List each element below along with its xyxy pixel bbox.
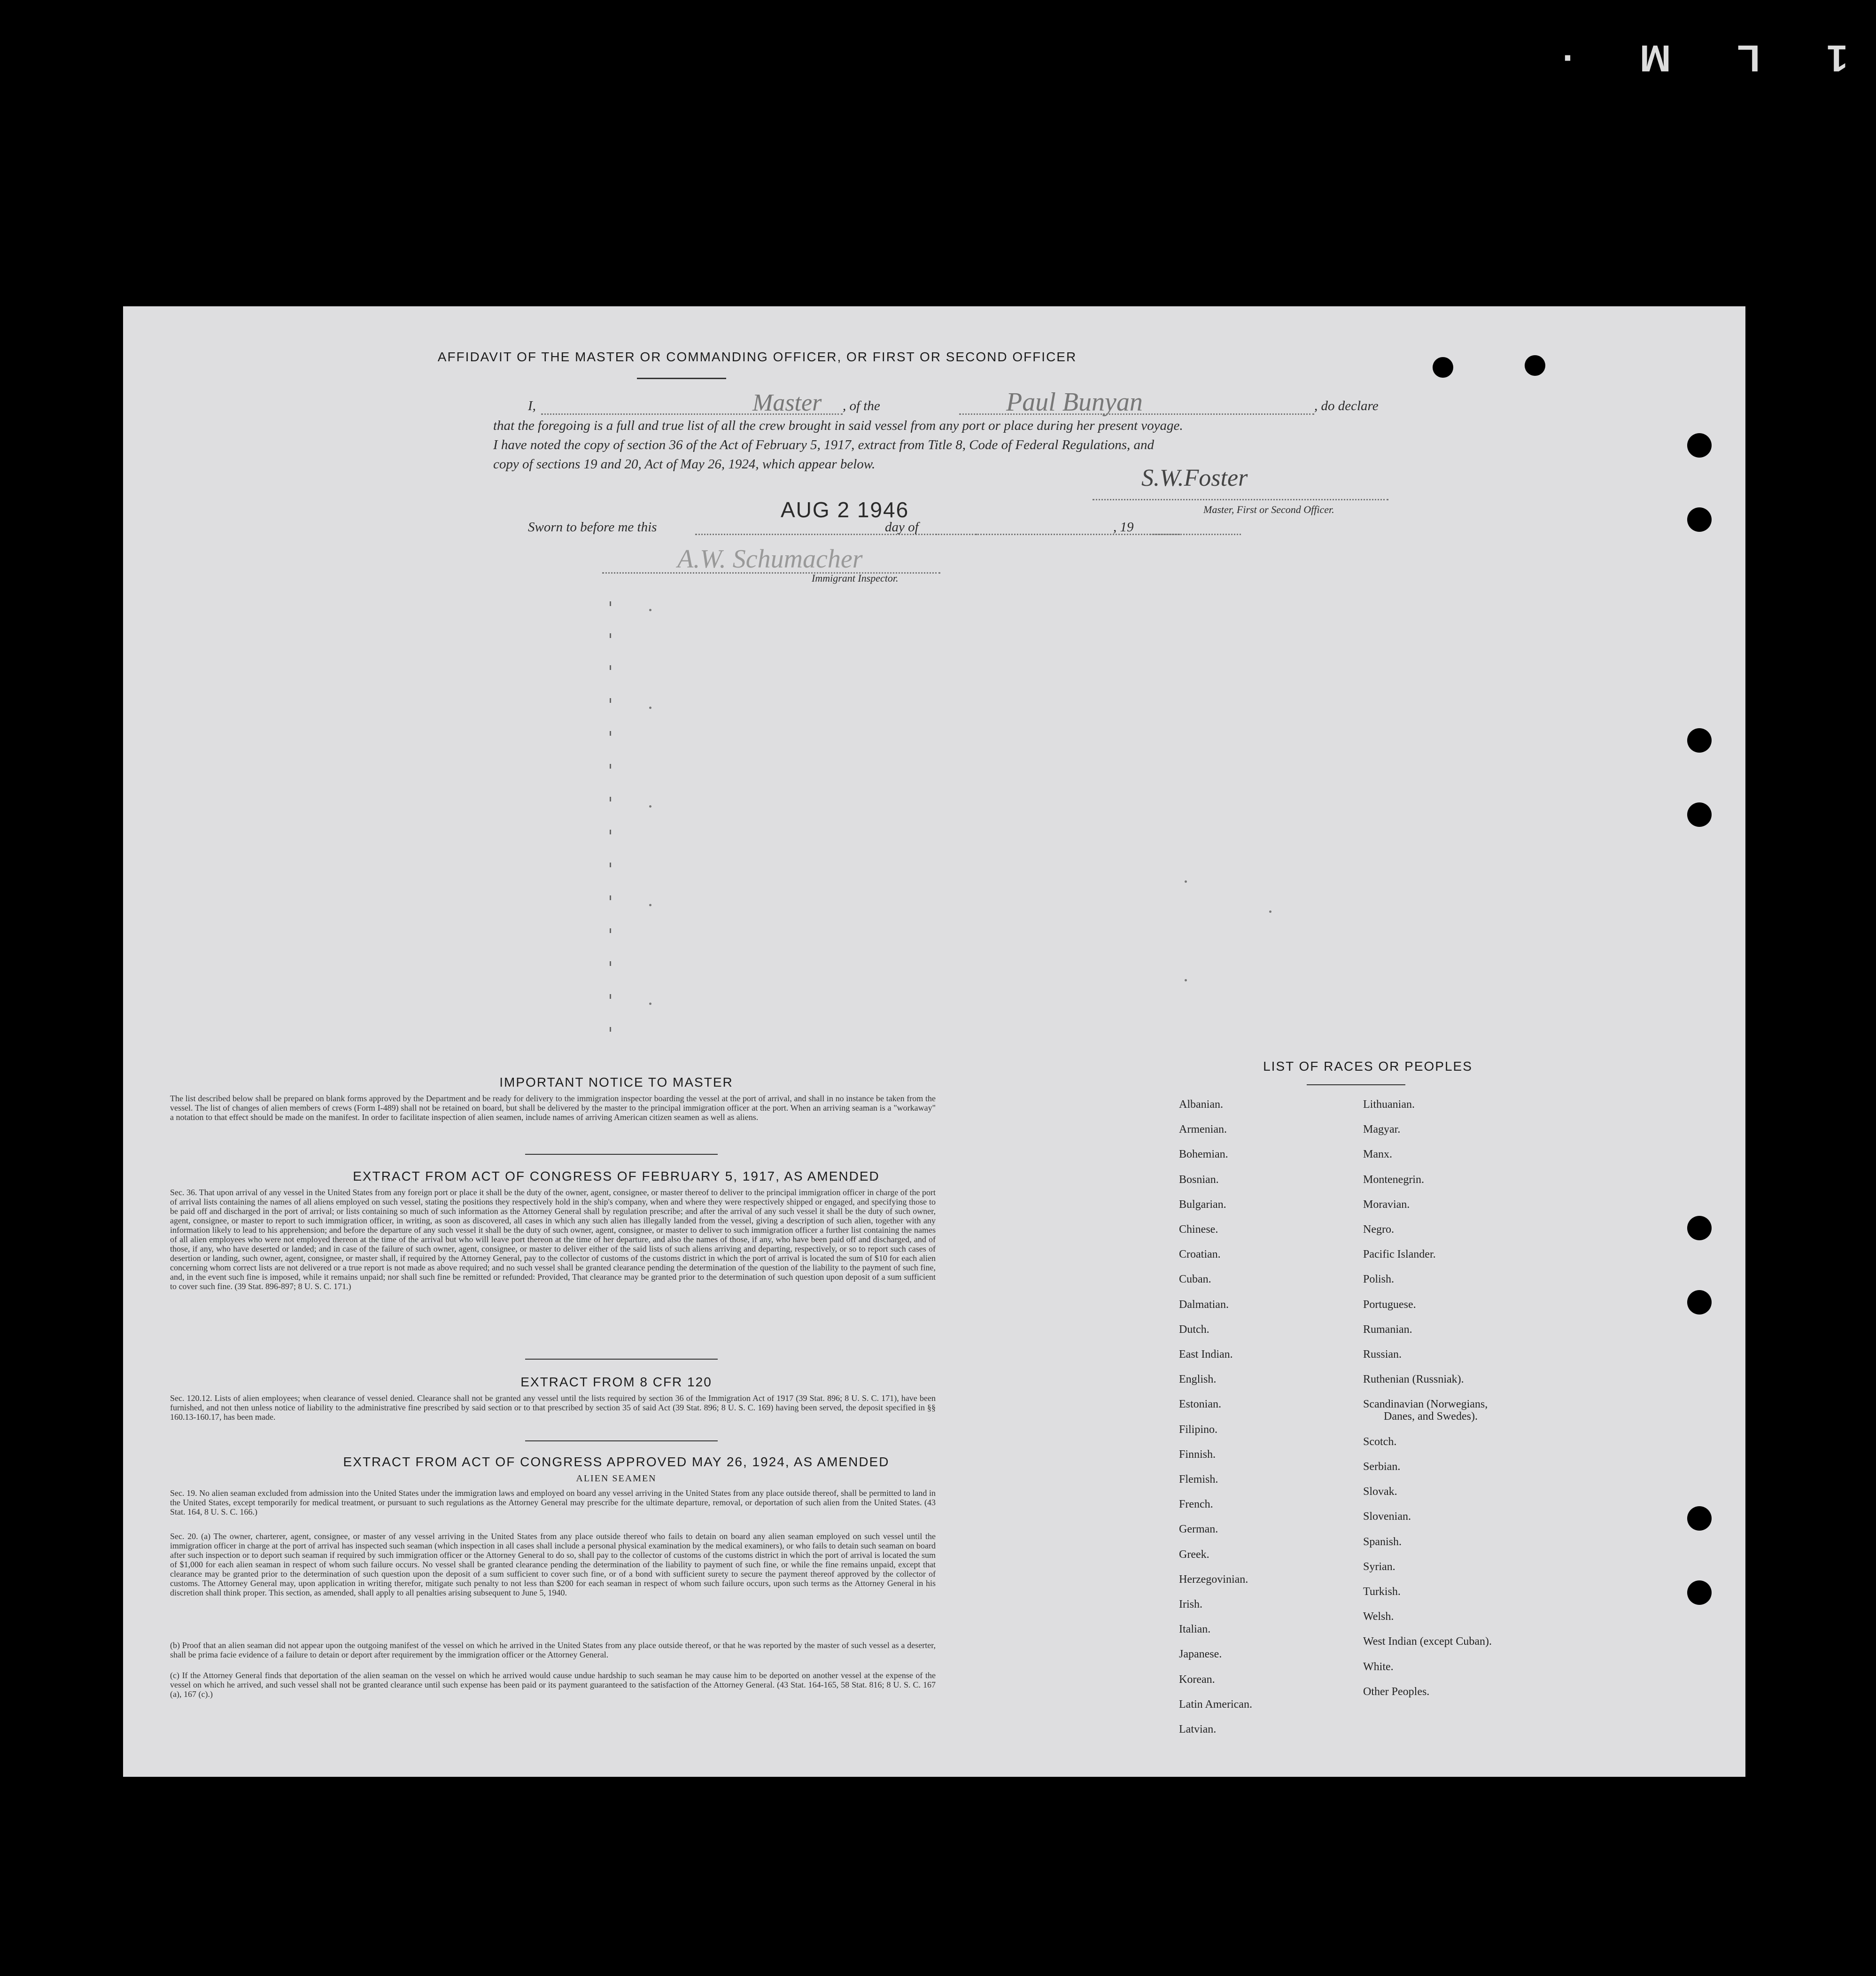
- race-entry: Scandinavian (Norwegians,: [1363, 1398, 1488, 1411]
- affidavit-text-line: I have noted the copy of section 36 of the Act of February 5, 1917, extract from Title 8, Code of Federal Regulations, and: [493, 437, 1155, 452]
- race-entry: Dalmatian.: [1179, 1298, 1229, 1311]
- race-entry: Cuban.: [1179, 1273, 1211, 1286]
- race-entry: Welsh.: [1363, 1610, 1394, 1623]
- bleed-dot: [649, 1003, 651, 1005]
- margin-tick: [610, 633, 611, 638]
- race-entry: Korean.: [1179, 1673, 1215, 1686]
- race-entry: Albanian.: [1179, 1098, 1223, 1111]
- race-entry: Polish.: [1363, 1273, 1395, 1286]
- notice-body: The list described below shall be prepared on blank forms approved by the Department and be ready for delivery to the immigration inspector boarding the vessel at the port of arrival, and shall in no instance be taken from the vessel. The list of changes of alien members of crews (Form I-489) shall not be retained on board, but shall be delivered by the master to the principal immigration officer at the port. When an arriving seaman is a "workaway" a notation to that effect should be made on the manifest. In order to facilitate inspection of alien seamen, include names of arriving American citizen seamen as well as aliens.: [170, 1094, 936, 1122]
- race-entry: Russian.: [1363, 1348, 1402, 1361]
- race-entry: Estonian.: [1179, 1398, 1221, 1411]
- extract-cfr-title: EXTRACT FROM 8 CFR 120: [520, 1375, 712, 1389]
- race-entry: Filipino.: [1179, 1423, 1218, 1436]
- inspector-caption: Immigrant Inspector.: [812, 572, 899, 584]
- bleed-dot: [649, 707, 651, 709]
- race-entry: Irish.: [1179, 1598, 1202, 1610]
- punch-hole: [1687, 1290, 1712, 1315]
- extract-1924-title: EXTRACT FROM ACT OF CONGRESS APPROVED MAY 26, 1924, AS AMENDED: [343, 1455, 890, 1469]
- title-divider: [637, 378, 726, 379]
- race-entry: French.: [1179, 1498, 1213, 1511]
- margin-tick: [610, 1027, 611, 1032]
- punch-hole: [1687, 802, 1712, 827]
- notice-title: IMPORTANT NOTICE TO MASTER: [499, 1075, 733, 1089]
- margin-tick: [610, 863, 611, 867]
- extract-1924-sec20b: (b) Proof that an alien seaman did not appear upon the outgoing manifest of the vessel on which he arrived in the United States from any place outside thereof, or that he was reported by the master of such vessel as a deserter, shall be prima facie evidence of a failure to detain or deport after requirement by the immigration officer or the Attorney General.: [170, 1641, 936, 1659]
- master-handwriting: Master: [752, 389, 822, 416]
- bleed-dot: [1185, 880, 1187, 883]
- race-entry: Slovenian.: [1363, 1510, 1411, 1523]
- race-entry: Latin American.: [1179, 1698, 1252, 1711]
- affidavit-i-label: I,: [528, 398, 536, 413]
- sworn-day-blank: [695, 534, 977, 535]
- film-frame-code: 1 L M ·: [1532, 38, 1848, 79]
- margin-tick: [610, 994, 611, 999]
- margin-tick: [610, 928, 611, 933]
- race-entry: Japanese.: [1179, 1648, 1222, 1661]
- races-title: LIST OF RACES OR PEOPLES: [1263, 1059, 1473, 1074]
- race-entry: Herzegovinian.: [1179, 1573, 1248, 1586]
- race-entry: English.: [1179, 1373, 1217, 1386]
- section-divider: [525, 1440, 718, 1441]
- margin-tick: [610, 764, 611, 769]
- race-entry: Other Peoples.: [1363, 1685, 1430, 1698]
- vessel-name-handwriting: Paul Bunyan: [1006, 388, 1143, 417]
- race-entry: Bulgarian.: [1179, 1198, 1226, 1211]
- race-entry: Latvian.: [1179, 1723, 1217, 1735]
- race-entry: Spanish.: [1363, 1535, 1402, 1548]
- race-entry: White.: [1363, 1660, 1394, 1673]
- of-the-label: , of the: [843, 398, 880, 413]
- punch-hole: [1687, 1216, 1712, 1240]
- race-entry: Rumanian.: [1363, 1323, 1412, 1336]
- race-entry: Syrian.: [1363, 1560, 1395, 1573]
- race-entry: Armenian.: [1179, 1123, 1227, 1136]
- margin-tick: [610, 830, 611, 834]
- sworn-label: Sworn to before me this: [528, 520, 657, 535]
- extract-1924-sec20a: Sec. 20. (a) The owner, charterer, agent, consignee, or master of any vessel arriving in the United States from any place outside thereof who fails to detain on board any alien seaman employed on such vessel until the immigration officer in charge at the port of arrival has inspected such seaman (which inspection in all cases shall include a personal physical examination by the medical examiners), or who fails to detain such seaman on board after such inspection or to deport such seaman if required by such immigration officer or the Attorney General to do so, shall pay to the collector of customs of the customs district in which the port of arrival is located the sum of $1,000 for each alien seaman in respect of whom such failure occurs. No vessel shall be granted clearance pending the determination of the liability to payment of such fine, or while the fine remains unpaid, except that clearance may be granted prior to the determination of such question upon the deposit of a sum sufficient to cover such fine, or of a bond with sufficient surety to secure the payment thereof approved by the collector of customs. The Attorney General may, upon application in writing therefor, mitigate such penalty to not less than $200 for each seaman in respect of whom such failure occurs, upon such terms as the Attorney General in his discretion shall think proper. This section, as amended, shall apply to all penalties arising subsequent to June 5, 1940.: [170, 1532, 936, 1597]
- extract-1924-sec20c: (c) If the Attorney General finds that deportation of the alien seaman on the vessel on which he arrived would cause undue hardship to such seaman he may cause him to be deported on another vessel at the expense of the vessel on which he arrived, and such vessel shall not be granted clearance until such expense has been paid or its payment guaranteed to the satisfaction of the Attorney General. (43 Stat. 164-165, 58 Stat. 816; 8 U. S. C. 167 (a), 167 (c).): [170, 1671, 936, 1699]
- affidavit-text-line: copy of sections 19 and 20, Act of May 26, 1924, which appear below.: [493, 457, 876, 472]
- do-declare-label: , do declare: [1314, 398, 1379, 413]
- sworn-month-blank: [936, 534, 1241, 535]
- race-entry: Lithuanian.: [1363, 1098, 1415, 1111]
- punch-hole: [1433, 357, 1453, 378]
- margin-tick: [610, 961, 611, 966]
- manifest-page: [123, 306, 1745, 1777]
- section-divider: [525, 1359, 718, 1360]
- race-entry: Scotch.: [1363, 1435, 1397, 1448]
- race-entry: Finnish.: [1179, 1448, 1216, 1461]
- race-entry: Negro.: [1363, 1223, 1394, 1236]
- margin-tick: [610, 698, 611, 703]
- race-entry: German.: [1179, 1523, 1218, 1536]
- margin-tick: [610, 895, 611, 900]
- margin-tick: [610, 665, 611, 670]
- margin-tick: [610, 731, 611, 736]
- year-blank: [1150, 534, 1180, 535]
- extract-1924-sec19: Sec. 19. No alien seaman excluded from admission into the United States under the immigration laws and employed on board any vessel arriving in the United States from any place outside thereof, shall be permitted to land in the United States, except temporarily for medical treatment, or pursuant to such regulations as the Attorney General may prescribe for the ultimate departure, removal, or deportation of such alien from the United States. (43 Stat. 164, 8 U. S. C. 166.): [170, 1488, 936, 1517]
- inspector-signature: A.W. Schumacher: [677, 545, 863, 574]
- master-signature: S.W.Foster: [1141, 465, 1248, 491]
- extract-cfr-body: Sec. 120.12. Lists of alien employees; when clearance of vessel denied. Clearance shall not be granted any vessel until the lists required by section 36 of the Immigration Act of 1917 (39 Stat. 896; 8 U. S. C. 171), have been furnished, and not then unless notice of liability to the administrative fine prescribed by said section or to that prescribed by section 35 of said Act (39 Stat. 896; 8 U. S. C. 169) having been served, the deposit specified in §§ 160.13-160.17, has been made.: [170, 1393, 936, 1422]
- bleed-dot: [1185, 979, 1187, 981]
- section-divider: [525, 1154, 718, 1155]
- affidavit-title: AFFIDAVIT OF THE MASTER OR COMMANDING OFFICER, OR FIRST OR SECOND OFFICER: [437, 350, 1077, 364]
- punch-hole: [1687, 728, 1712, 753]
- race-entry: Manx.: [1363, 1148, 1392, 1161]
- race-entry: Moravian.: [1363, 1198, 1410, 1211]
- margin-tick: [610, 797, 611, 801]
- race-entry: Flemish.: [1179, 1473, 1218, 1486]
- affidavit-text-line: that the foregoing is a full and true list of all the crew brought in said vessel from any port or place during her present voyage.: [493, 418, 1183, 433]
- punch-hole: [1687, 433, 1712, 458]
- race-entry: Turkish.: [1363, 1586, 1401, 1598]
- extract-1917-title: EXTRACT FROM ACT OF CONGRESS OF FEBRUARY 5, 1917, AS AMENDED: [353, 1169, 880, 1183]
- bleed-dot: [649, 609, 651, 611]
- punch-hole: [1687, 1506, 1712, 1531]
- punch-hole: [1687, 1580, 1712, 1605]
- bleed-dot: [649, 805, 651, 808]
- race-entry: Greek.: [1179, 1548, 1209, 1561]
- race-entry: Bosnian.: [1179, 1173, 1219, 1186]
- race-entry: Serbian.: [1363, 1461, 1401, 1473]
- race-entry: Pacific Islander.: [1363, 1248, 1436, 1261]
- day-of-label: day of: [885, 520, 919, 535]
- year-label: , 19: [1113, 520, 1134, 535]
- race-entry: West Indian (except Cuban).: [1363, 1635, 1492, 1648]
- race-entry: Portuguese.: [1363, 1298, 1416, 1311]
- signature-caption: Master, First or Second Officer.: [1203, 504, 1334, 515]
- extract-1917-body: Sec. 36. That upon arrival of any vessel in the United States from any foreign port or place it shall be the duty of the owner, agent, consignee, or master thereof to deliver to the principal immigration officer in charge of the port of arrival lists containing the names of all aliens employed on such vessel, stating the positions they respectively hold in the ship's company, when and where they were respectively shipped or engaged, and specifying those to be paid off and discharged in the port of arrival; or lists containing so much of such information as the Attorney General shall by regulation prescribe; and after the arrival of any such vessel it shall be the duty of such owner, agent, consignee, or master to report to such immigration officer, in writing, as soon as discovered, all cases in which any such alien has illegally landed from the vessel, giving a description of such alien, together with any information likely to lead to his apprehension; and before the departure of any such vessel it shall be the duty of such owner, agent, consignee, or master to deliver to such immigration officer a further list containing the names of all alien employees who were not employed thereon at the time of the arrival but who will leave port thereon at the time of her departure, and also the names of those, if any, who have been paid off and discharged, and of those, if any, who have deserted or landed; and in case of the failure of such owner, agent, consignee, or master to deliver either of the said lists of such aliens arriving and departing, respectively, or so to report such cases of desertion or landing, such owner, agent, consignee, or master shall, if required by the Attorney General, pay to the collector of customs of the customs district in which the port of arrival is located the sum of $10 for each alien concerning whom correct lists are not delivered or a true report is not made as above required; and no such vessel shall be granted clearance pending the determination of the question of the liability to the payment of such fine, and, in the event such fine is imposed, while it remains unpaid; nor shall such fine be remitted or refunded: Provided, That clearance may be granted prior to the determination of such question upon deposit of a sum sufficient to cover such fine. (39 Stat. 896-897; 8 U. S. C. 171.): [170, 1188, 936, 1291]
- date-stamp: AUG 2 1946: [781, 498, 909, 522]
- bleed-dot: [1269, 910, 1271, 913]
- signature-line: [1093, 499, 1388, 500]
- extract-1924-subtitle: ALIEN SEAMEN: [576, 1473, 657, 1484]
- race-entry: Bohemian.: [1179, 1148, 1228, 1161]
- race-entry: Dutch.: [1179, 1323, 1209, 1336]
- margin-tick: [610, 601, 611, 606]
- race-entry: Croatian.: [1179, 1248, 1221, 1261]
- race-entry: Magyar.: [1363, 1123, 1401, 1136]
- race-entry: Danes, and Swedes).: [1384, 1410, 1478, 1423]
- races-divider: [1307, 1084, 1405, 1085]
- race-entry: East Indian.: [1179, 1348, 1233, 1361]
- race-entry: Slovak.: [1363, 1486, 1397, 1498]
- race-entry: Chinese.: [1179, 1223, 1218, 1236]
- punch-hole: [1687, 507, 1712, 532]
- punch-hole: [1525, 355, 1545, 376]
- race-entry: Ruthenian (Russniak).: [1363, 1373, 1464, 1386]
- bleed-dot: [649, 904, 651, 906]
- race-entry: Montenegrin.: [1363, 1173, 1424, 1186]
- race-entry: Italian.: [1179, 1623, 1211, 1636]
